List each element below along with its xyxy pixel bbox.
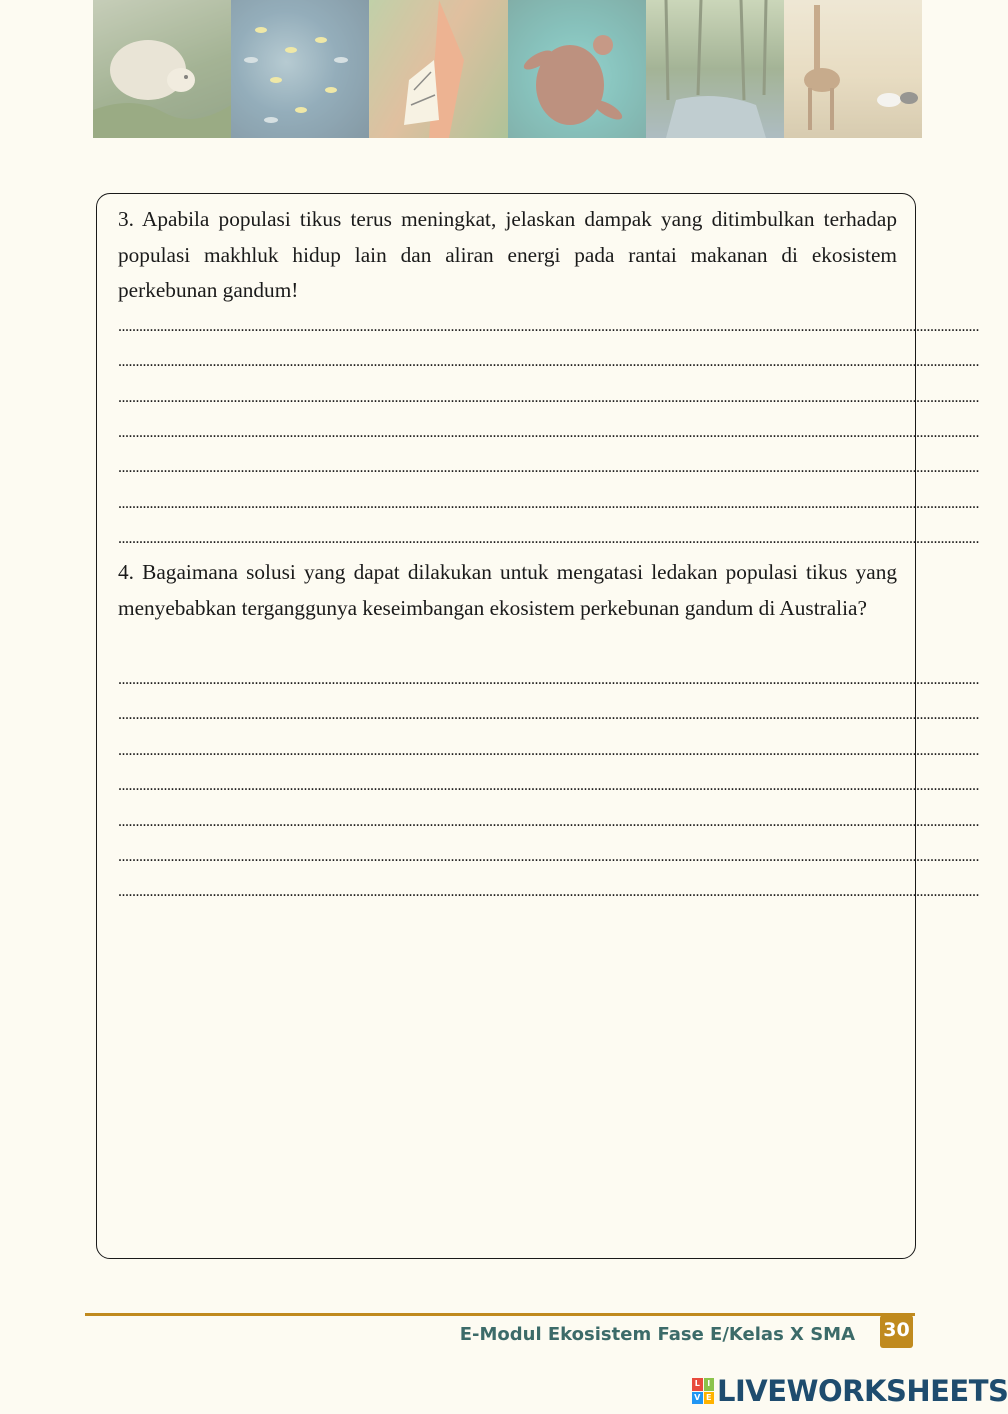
- sea-turtle-image: [508, 0, 646, 138]
- answer-line-q3-7[interactable]: ......................................................................................................................................................................................................................................................: [118, 530, 979, 547]
- answer-line-q3-5[interactable]: ......................................................................................................................................................................................................................................................: [118, 459, 979, 476]
- butterfly-flower-image: [369, 0, 507, 138]
- hedgehog-image: [93, 0, 231, 138]
- answer-line-q4-7[interactable]: ......................................................................................................................................................................................................................................................: [118, 883, 979, 900]
- answer-line-q3-3[interactable]: ......................................................................................................................................................................................................................................................: [118, 389, 979, 406]
- answer-line-q3-4[interactable]: ......................................................................................................................................................................................................................................................: [118, 424, 979, 441]
- answer-line-q4-2[interactable]: ......................................................................................................................................................................................................................................................: [118, 706, 979, 723]
- page-number: 30: [880, 1315, 913, 1348]
- question-4-text: 4. Bagaimana solusi yang dapat dilakukan untuk mengatasi ledakan populasi tikus yang menyebabkan terganggunya keseimbangan ekosistem perkebunan gandum di Australia?: [118, 560, 897, 620]
- header-banner: [93, 0, 922, 138]
- answer-line-q3-6[interactable]: ......................................................................................................................................................................................................................................................: [118, 495, 979, 512]
- answer-line-q4-3[interactable]: ......................................................................................................................................................................................................................................................: [118, 742, 979, 759]
- liveworksheets-logo-icon: L I V E: [692, 1378, 714, 1404]
- answer-line-q4-5[interactable]: ......................................................................................................................................................................................................................................................: [118, 813, 979, 830]
- answer-line-q4-4[interactable]: ......................................................................................................................................................................................................................................................: [118, 777, 979, 794]
- answer-line-q3-1[interactable]: ......................................................................................................................................................................................................................................................: [118, 318, 979, 335]
- fish-school-image: [231, 0, 369, 138]
- footer-title: E-Modul Ekosistem Fase E/Kelas X SMA: [459, 1324, 855, 1345]
- forest-stream-image: [646, 0, 784, 138]
- giraffe-savanna-image: [784, 0, 922, 138]
- question-3-text: 3. Apabila populasi tikus terus meningkat, jelaskan dampak yang ditimbulkan terhadap populasi makhluk hidup lain dan aliran energi pada rantai makanan di ekosistem perkebunan gandum!: [118, 207, 897, 302]
- footer-divider: [85, 1313, 915, 1316]
- answer-line-q4-6[interactable]: ......................................................................................................................................................................................................................................................: [118, 848, 979, 865]
- liveworksheets-watermark[interactable]: [692, 1374, 1008, 1408]
- liveworksheets-text: LIVEWORKSHEETS: [717, 1374, 1008, 1408]
- answer-line-q3-2[interactable]: ......................................................................................................................................................................................................................................................: [118, 353, 979, 370]
- answer-line-q4-1[interactable]: ......................................................................................................................................................................................................................................................: [118, 671, 979, 688]
